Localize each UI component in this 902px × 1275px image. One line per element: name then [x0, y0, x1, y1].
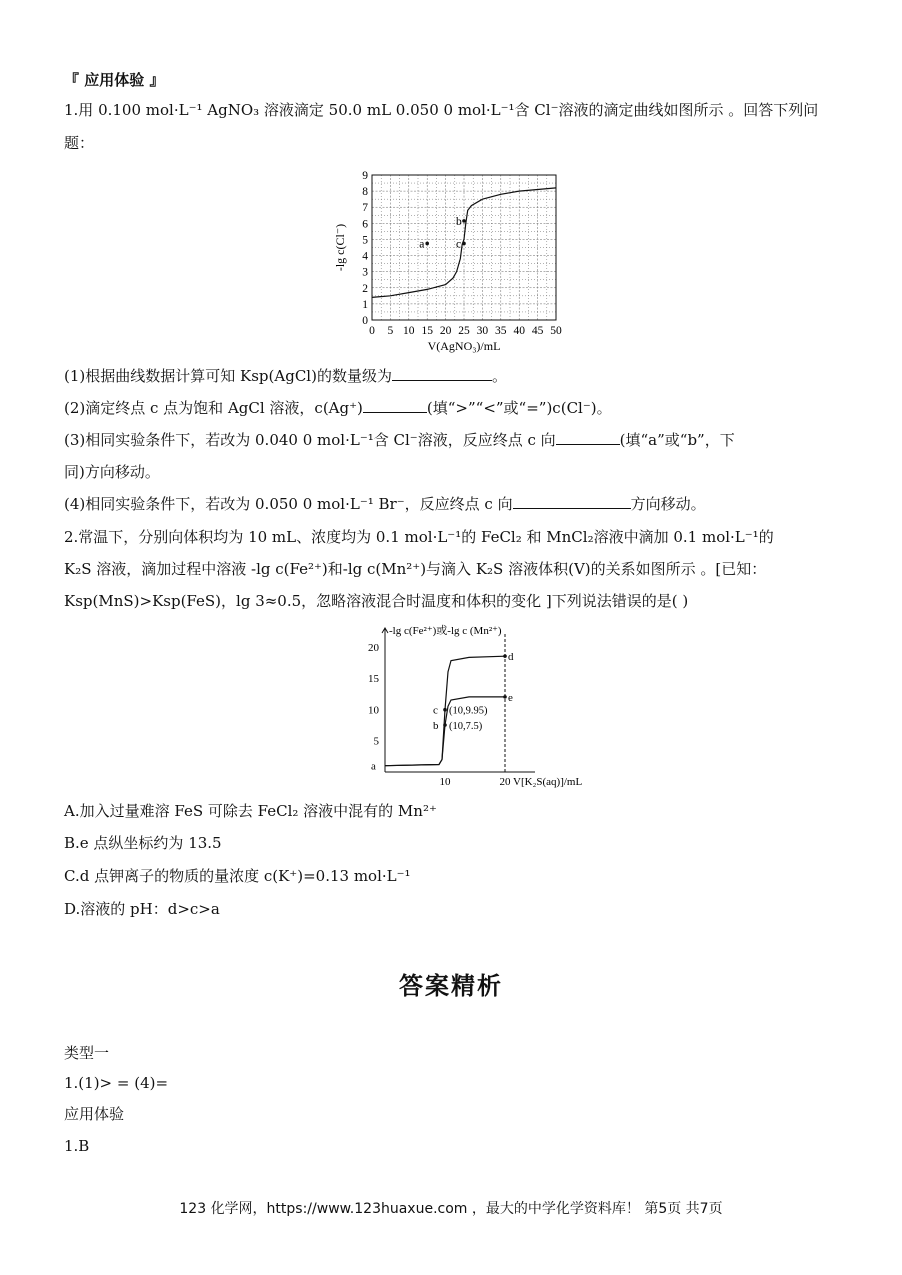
chart1-x-tick-label: 15 [421, 325, 433, 337]
chart2-point-e [503, 695, 507, 699]
chart1-x-tick-label: 40 [513, 325, 525, 337]
answer-section: 应用体验 [64, 1105, 125, 1123]
chart2-point-label-b: b [433, 720, 439, 733]
chart-sulfide-titration [355, 620, 583, 790]
q1-sub1 [64, 366, 507, 386]
answer-line2: 1.B [64, 1137, 90, 1155]
chart1-grid [372, 175, 556, 320]
q1-sub2 [64, 398, 612, 418]
chart1-y-tick-label: 1 [362, 298, 368, 311]
chart2-xlabel: V[K₂S(aq)]/mL [513, 776, 583, 788]
chart1-x-tick-label: 35 [495, 325, 507, 337]
q1-sub2-text-b: (填“>”“<”或“=”)c(Cl⁻)。 [426, 399, 612, 417]
chart2-point-label-d: d [508, 651, 514, 664]
q1-sub3-text-b: (填“a”或“b”，下 [619, 431, 735, 449]
chart1-x-tick-label: 0 [369, 325, 375, 337]
q1-sub2-blank[interactable] [363, 398, 427, 413]
q1-sub4 [64, 494, 706, 514]
q1-stem-line1: 1.用 0.100 mol·L⁻¹ AgNO₃ 溶液滴定 50.0 mL 0.050 0 mol·L⁻¹含 Cl⁻溶液的滴定曲线如图所示 。回答下列问 [64, 101, 819, 119]
chart1-y-tick-label: 0 [362, 315, 368, 327]
q1-sub4-blank[interactable] [513, 494, 631, 509]
q2-option-c: C.d 点钾离子的物质的量浓度 c(K⁺)=0.13 mol·L⁻¹ [64, 867, 411, 885]
chart1-y-tick-label: 6 [362, 218, 368, 231]
chart1-xlabel: V(AgNO₃)/mL [427, 339, 501, 353]
chart1-x-tick-label: 30 [476, 325, 489, 337]
chart2-y-tick-label: 10 [368, 704, 379, 717]
chart1-point-c [462, 242, 466, 246]
chart1-points [419, 216, 466, 251]
q2-option-b: B.e 点纵坐标约为 13.5 [64, 834, 222, 852]
answer-type-label: 类型一 [64, 1044, 110, 1062]
q1-stem-line2: 题： [64, 134, 95, 152]
chart1-y-tick-label: 9 [362, 170, 368, 182]
chart1-y-tick-label: 5 [362, 234, 368, 247]
chart1-y-tick-label: 7 [362, 202, 368, 215]
q1-sub2-text-a: (2)滴定终点 c 点为饱和 AgCl 溶液，c(Ag⁺) [64, 399, 363, 417]
answer-title: 答案精析 [399, 972, 503, 1000]
q1-sub1-text-c: 。 [491, 367, 507, 385]
chart1-x-tick-label: 20 [439, 325, 452, 337]
chart2-point-label-e: e [508, 691, 513, 704]
chart2-point-label-a: a [371, 760, 376, 773]
q1-sub3-blank[interactable] [556, 430, 620, 445]
chart2-y-tick-label: 20 [368, 641, 379, 654]
chart1-x-tick-label: 50 [550, 325, 562, 337]
chart1-y-tick-label: 8 [362, 186, 368, 199]
chart1-x-tick-label: 5 [387, 325, 394, 337]
chart2-point-coord-b: (10,7.5) [449, 721, 483, 733]
chart2-y-tick-label: 5 [373, 735, 379, 748]
chart2-x-tick-label: 20 [499, 776, 511, 788]
chart1-y-tick-label: 3 [362, 266, 368, 279]
chart1-x-tick-label: 45 [531, 325, 544, 337]
chart2-ylabel: -lg c(Fe²⁺)或-lg c (Mn²⁺) [389, 625, 502, 637]
chart1-point-a [425, 242, 429, 246]
q1-sub4-text-a: (4)相同实验条件下，若改为 0.050 0 mol·L⁻¹ Br⁻，反应终点 c 向 [64, 495, 513, 513]
q1-sub4-text-b: 方向移动。 [630, 495, 706, 513]
chart2-point-d [503, 654, 507, 658]
chart-titration-curve [330, 165, 570, 357]
chart2-y-tick-label: 15 [368, 673, 379, 686]
chart1-point-label-a: a [419, 238, 425, 251]
q1-sub1-blank[interactable] [392, 366, 492, 381]
q1-sub3-text-a: (3)相同实验条件下，若改为 0.040 0 mol·L⁻¹含 Cl⁻溶液，反应终点 c 向 [64, 431, 556, 449]
chart2-point-label-c: c [433, 704, 438, 717]
page-footer: 123 化学网，https://www.123huaxue.com ，最大的中学化学资料库！ 第5页 共7页 [179, 1201, 723, 1217]
section-header: 『 应用体验 』 [64, 71, 165, 89]
chart1-point-b [462, 219, 466, 223]
chart2-point-b [443, 723, 447, 727]
answer-line1: 1.(1)> = (4)= [64, 1074, 169, 1092]
q1-sub1-text-a: (1)根据曲线数据计算可知 [64, 367, 241, 385]
chart2-x-tick-label: 10 [439, 776, 451, 788]
chart1-ylabel: -lg c(Cl⁻) [333, 223, 347, 272]
chart2-point-coord-c: (10,9.95) [449, 705, 488, 717]
chart2-point-c [443, 708, 447, 712]
q1-sub1-text-b: Ksp(AgCl)的数量级为 [240, 367, 392, 385]
q2-stem-line2: K₂S 溶液，滴加过程中溶液 -lg c(Fe²⁺)和-lg c(Mn²⁺)与滴入 K₂S 溶液体积(V)的关系如图所示 。[已知： [64, 560, 767, 578]
q2-option-d: D.溶液的 pH：d>c>a [64, 900, 220, 918]
q1-sub3 [64, 430, 735, 450]
chart1-point-label-c: c [456, 238, 462, 251]
q2-stem-line3: Ksp(MnS)>Ksp(FeS)，lg 3≈0.5，忽略溶液混合时温度和体积的变化 ]下列说法错误的是( ) [64, 592, 689, 610]
chart1-x-tick-label: 10 [403, 325, 415, 337]
q2-option-a: A.加入过量难溶 FeS 可除去 FeCl₂ 溶液中混有的 Mn²⁺ [64, 802, 437, 820]
q2-stem-line1: 2.常温下，分别向体积均为 10 mL、浓度均为 0.1 mol·L⁻¹的 FeCl₂ 和 MnCl₂溶液中滴加 0.1 mol·L⁻¹的 [64, 528, 774, 546]
chart1-y-tick-label: 4 [362, 250, 368, 263]
q1-sub3-line2: 同)方向移动。 [64, 463, 160, 481]
chart1-point-label-b: b [456, 215, 462, 228]
chart1-y-tick-label: 2 [362, 282, 368, 295]
chart1-x-tick-label: 25 [458, 325, 470, 337]
